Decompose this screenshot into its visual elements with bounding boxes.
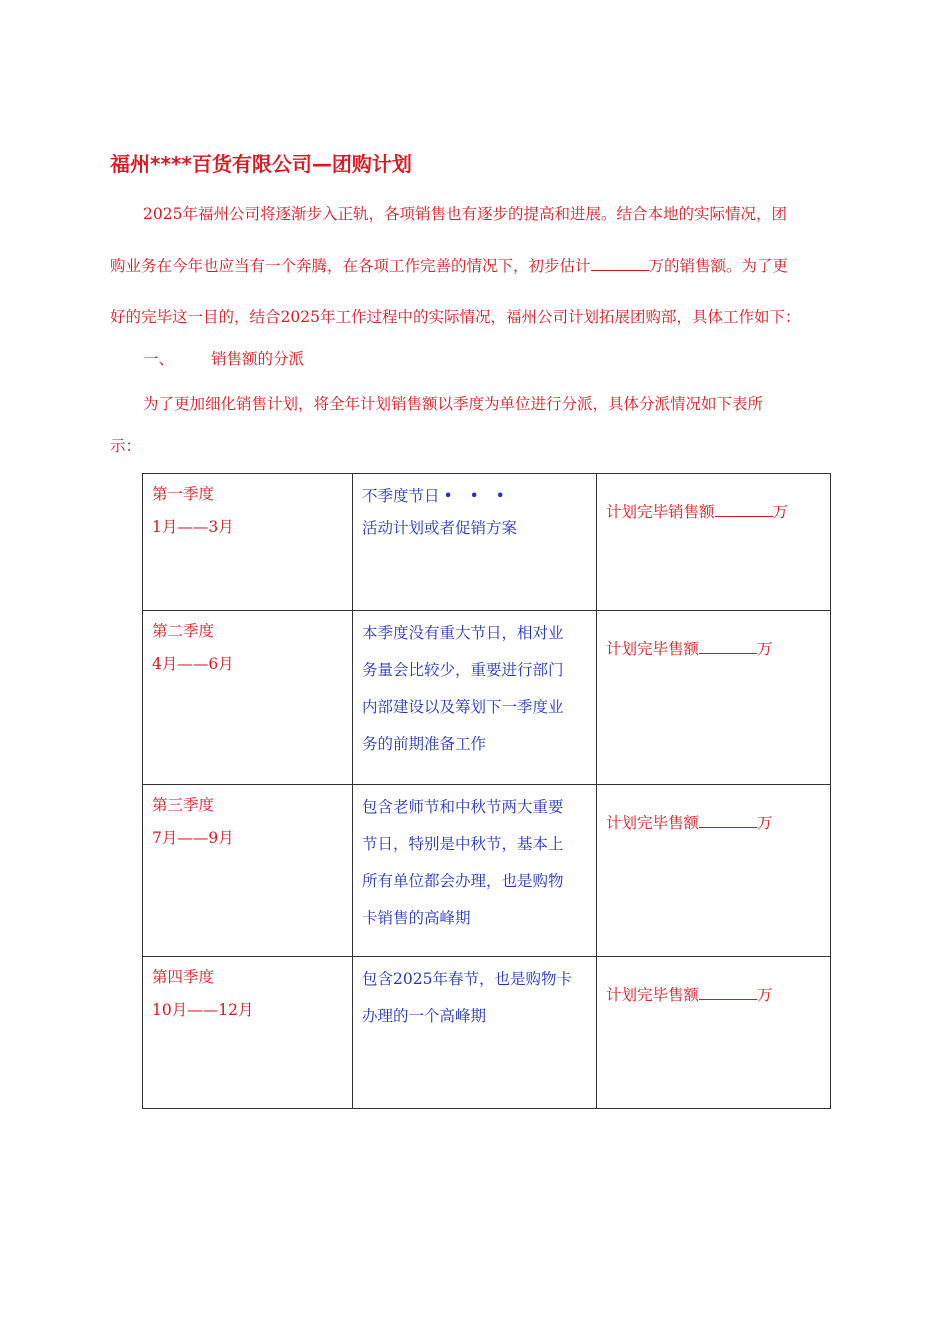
target-unit: 万	[757, 986, 773, 1004]
paragraph-1-line-2	[110, 254, 788, 276]
target-cell	[597, 957, 831, 1109]
description-cell	[353, 785, 597, 957]
quarter-name: 第四季度	[152, 968, 215, 986]
description-text: 不季度节日	[362, 487, 440, 505]
target-unit: 万	[757, 640, 773, 658]
table-row	[143, 474, 831, 611]
description-line: 务的前期准备工作	[362, 735, 487, 753]
description-dots: • • •	[443, 487, 511, 505]
paragraph-2-line-2: 示：	[110, 437, 142, 455]
target-blank	[715, 502, 773, 517]
description-line: 办理的一个高峰期	[362, 1007, 487, 1025]
target-cell	[597, 611, 831, 785]
paragraph-2-line-1: 为了更加细化销售计划，将全年计划销售额以季度为单位进行分派，具体分派情况如下表所	[143, 395, 764, 413]
quarter-months: 10月——12月	[152, 1001, 254, 1019]
quarter-name: 第二季度	[152, 622, 215, 640]
description-line: 务量会比较少，重要进行部门	[362, 661, 564, 679]
quarter-cell	[143, 957, 353, 1109]
table-row	[143, 611, 831, 785]
sales-estimate-blank	[591, 256, 649, 271]
paragraph-1-line-1: 2025年福州公司将逐渐步入正轨，各项销售也有逐步的提高和进展。结合本地的实际情况，团	[143, 205, 787, 223]
table-row	[143, 785, 831, 957]
description-line: 内部建设以及筹划下一季度业	[362, 698, 564, 716]
document-title: 福州****百货有限公司—团购计划	[110, 152, 412, 176]
description-cell	[353, 957, 597, 1109]
target-cell	[597, 474, 831, 611]
description-line: 本季度没有重大节日，相对业	[362, 624, 564, 642]
target-label: 计划完毕售额	[606, 986, 700, 1004]
quarter-cell	[143, 474, 353, 611]
quarter-months: 1月——3月	[152, 518, 234, 536]
section-1-number: 一、	[143, 350, 175, 368]
target-unit: 万	[772, 503, 789, 521]
section-1-heading	[143, 347, 304, 369]
paragraph-1-line-2-end: 万的销售额。为了更	[648, 257, 789, 275]
target-blank	[699, 985, 757, 1000]
paragraph-1-line-2-start: 购业务在今年也应当有一个奔腾，在各项工作完善的情况下，初步估计	[110, 257, 591, 275]
quarter-cell	[143, 785, 353, 957]
description-line: 包含老师节和中秋节两大重要	[362, 798, 564, 816]
target-label: 计划完毕售额	[606, 814, 700, 832]
quarterly-sales-table	[142, 473, 831, 1109]
description-cell	[353, 474, 597, 611]
quarter-months: 7月——9月	[152, 829, 234, 847]
description-line: 卡销售的高峰期	[362, 909, 471, 927]
description-line: 所有单位都会办理，也是购物	[362, 872, 564, 890]
table-row	[143, 957, 831, 1109]
section-1-title: 销售额的分派	[211, 350, 305, 368]
quarter-name: 第三季度	[152, 796, 215, 814]
description-line: 包含2025年春节，也是购物卡	[362, 970, 572, 988]
target-blank	[699, 813, 757, 828]
description-line	[362, 478, 587, 515]
description-line: 活动计划或者促销方案	[362, 519, 518, 537]
quarter-name: 第一季度	[152, 485, 215, 503]
description-cell	[353, 611, 597, 785]
target-label: 计划完毕售额	[606, 640, 700, 658]
description-line: 节日，特别是中秋节，基本上	[362, 835, 564, 853]
quarter-cell	[143, 611, 353, 785]
paragraph-1-line-3: 好的完毕这一目的，结合2025年工作过程中的实际情况，福州公司计划拓展团购部，具体工作如下：	[110, 308, 801, 326]
target-blank	[699, 639, 757, 654]
target-label: 计划完毕销售额	[606, 503, 715, 521]
target-unit: 万	[757, 814, 773, 832]
quarter-months: 4月——6月	[152, 655, 234, 673]
target-cell	[597, 785, 831, 957]
